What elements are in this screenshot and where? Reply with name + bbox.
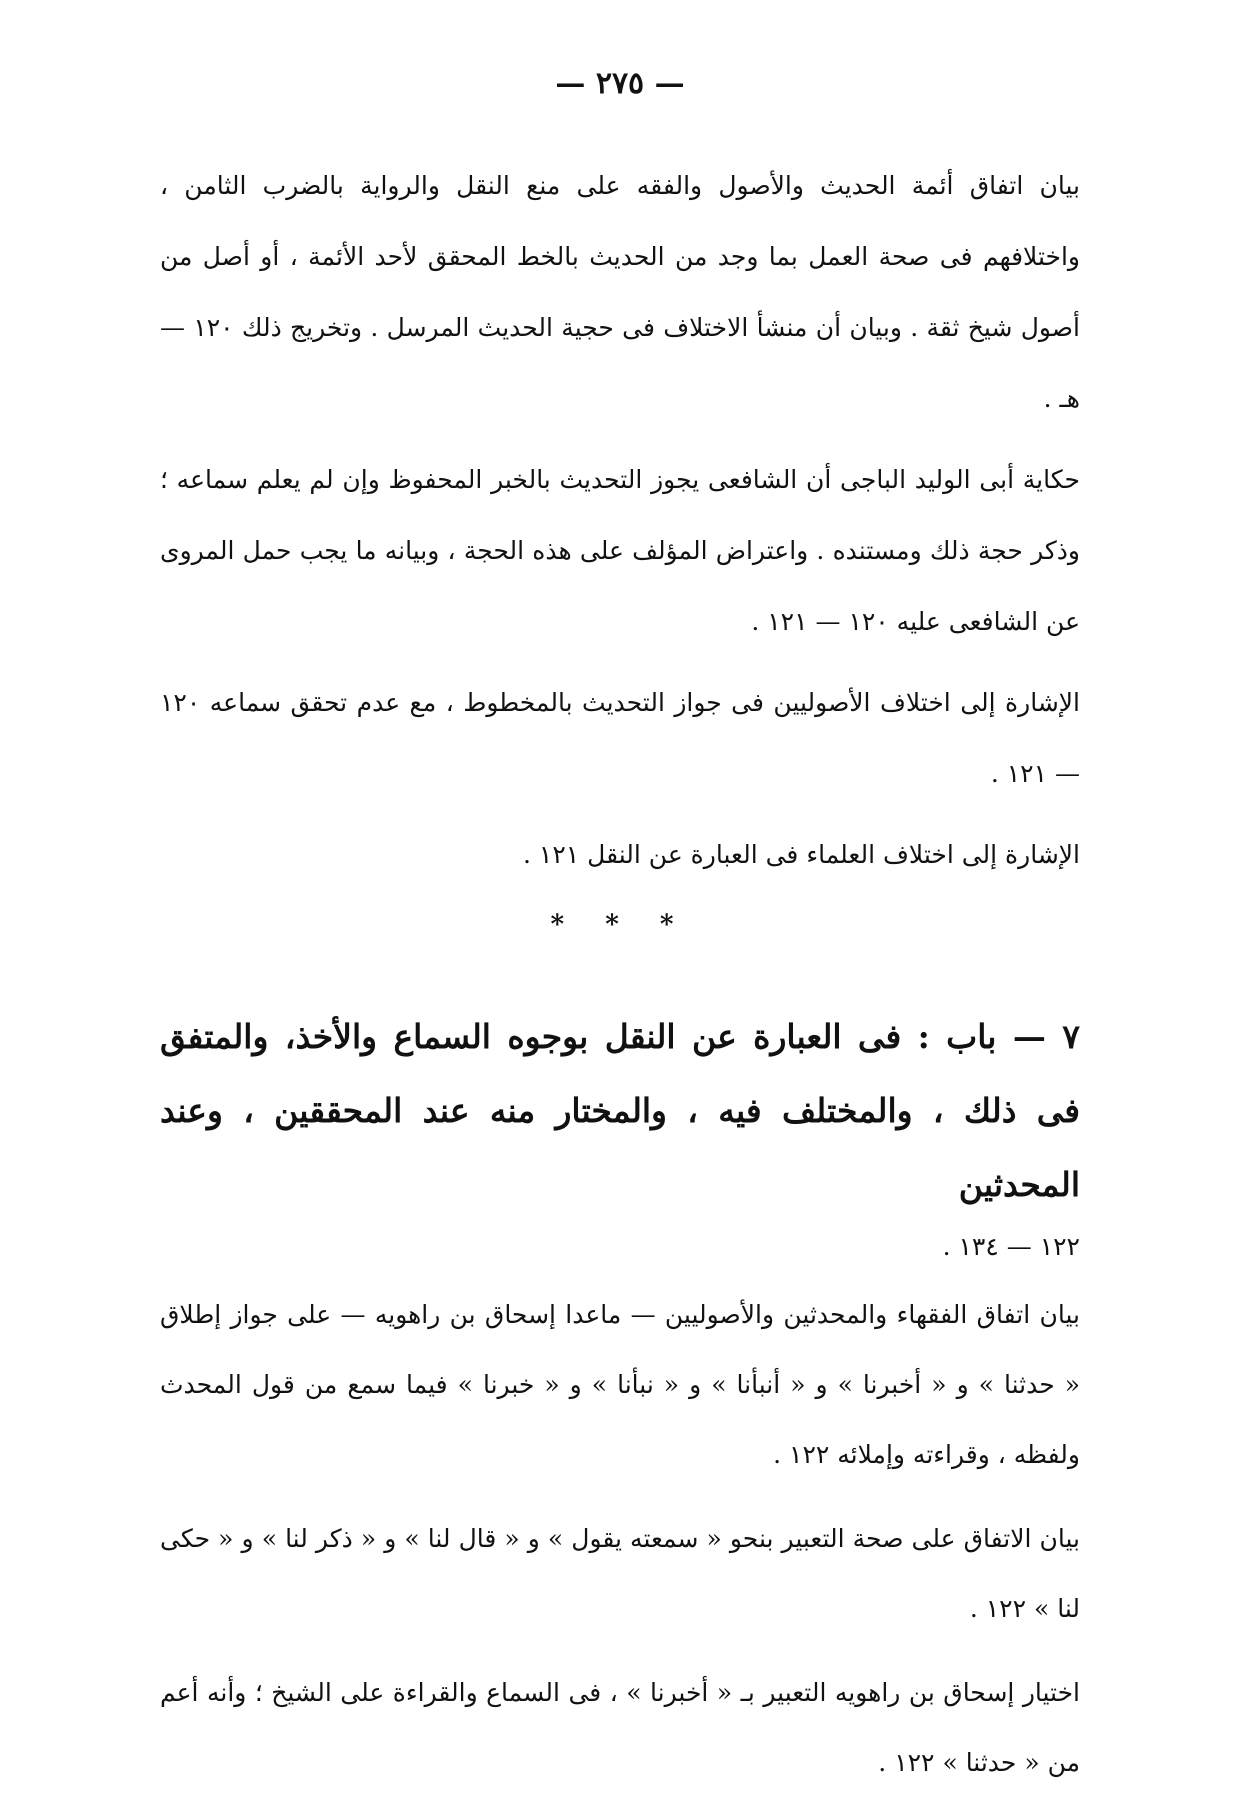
chapter-heading: ٧ — باب : فى العبارة عن النقل بوجوه السماع والأخذ، والمتفق فى ذلك ، والمختلف فيه ، والمختار منه عند المحققين ، وعند المحدثين	[160, 1017, 1080, 1204]
index-entry-4: الإشارة إلى اختلاف العلماء فى العبارة عن النقل ١٢١ .	[523, 840, 1080, 869]
index-content	[160, 150, 1080, 1812]
index-entry-2: حكاية أبى الوليد الباجى أن الشافعى يجوز التحديث بالخبر المحفوظ وإن لم يعلم سماعه ؛ وذكر حجة ذلك ومستنده . واعتراض المؤلف على هذه الحجة ، وبيانه ما يجب حمل المروى عن الشافعى عليه ١٢٠ — ١٢١ .	[160, 465, 1080, 636]
chapter-page-range: ١٢٢ — ١٣٤ .	[942, 1232, 1080, 1261]
index-entry-3: الإشارة إلى اختلاف الأصوليين فى جواز التحديث بالمخطوط ، مع عدم تحقق سماعه ١٢٠ — ١٢١ .	[160, 688, 1080, 788]
page-number: — ٢٧٥ —	[555, 66, 685, 101]
index-entry-6: بيان الاتفاق على صحة التعبير بنحو « سمعته يقول » و « قال لنا » و « ذكر لنا » و « حكى لنا » ١٢٢ .	[160, 1524, 1080, 1623]
index-entry-7: اختيار إسحاق بن راهويه التعبير بـ « أخبرنا » ، فى السماع والقراءة على الشيخ ؛ وأنه أعم من « حدثنا » ١٢٢ .	[160, 1678, 1080, 1777]
index-entry-1: بيان اتفاق أئمة الحديث والأصول والفقه على منع النقل والرواية بالضرب الثامن ، واختلافهم فى صحة العمل بما وجد من الحديث بالخط المحقق لأحد الأئمة ، أو أصل من أصول شيخ ثقة . وبيان أن منشأ الاختلاف فى حجية الحديث المرسل . وتخريج ذلك ١٢٠ — هـ .	[160, 171, 1080, 413]
chapter-heading-block	[160, 1000, 1080, 1272]
section-separator: * * *	[550, 910, 690, 940]
index-entry-5: بيان اتفاق الفقهاء والمحدثين والأصوليين — ماعدا إسحاق بن راهويه — على جواز إطلاق « حدثنا » و « أخبرنا » و « أنبأنا » و « نبأنا » و « خبرنا » فيما سمع من قول المحدث ولفظه ، وقراءته وإملائه ١٢٢ .	[160, 1300, 1080, 1469]
